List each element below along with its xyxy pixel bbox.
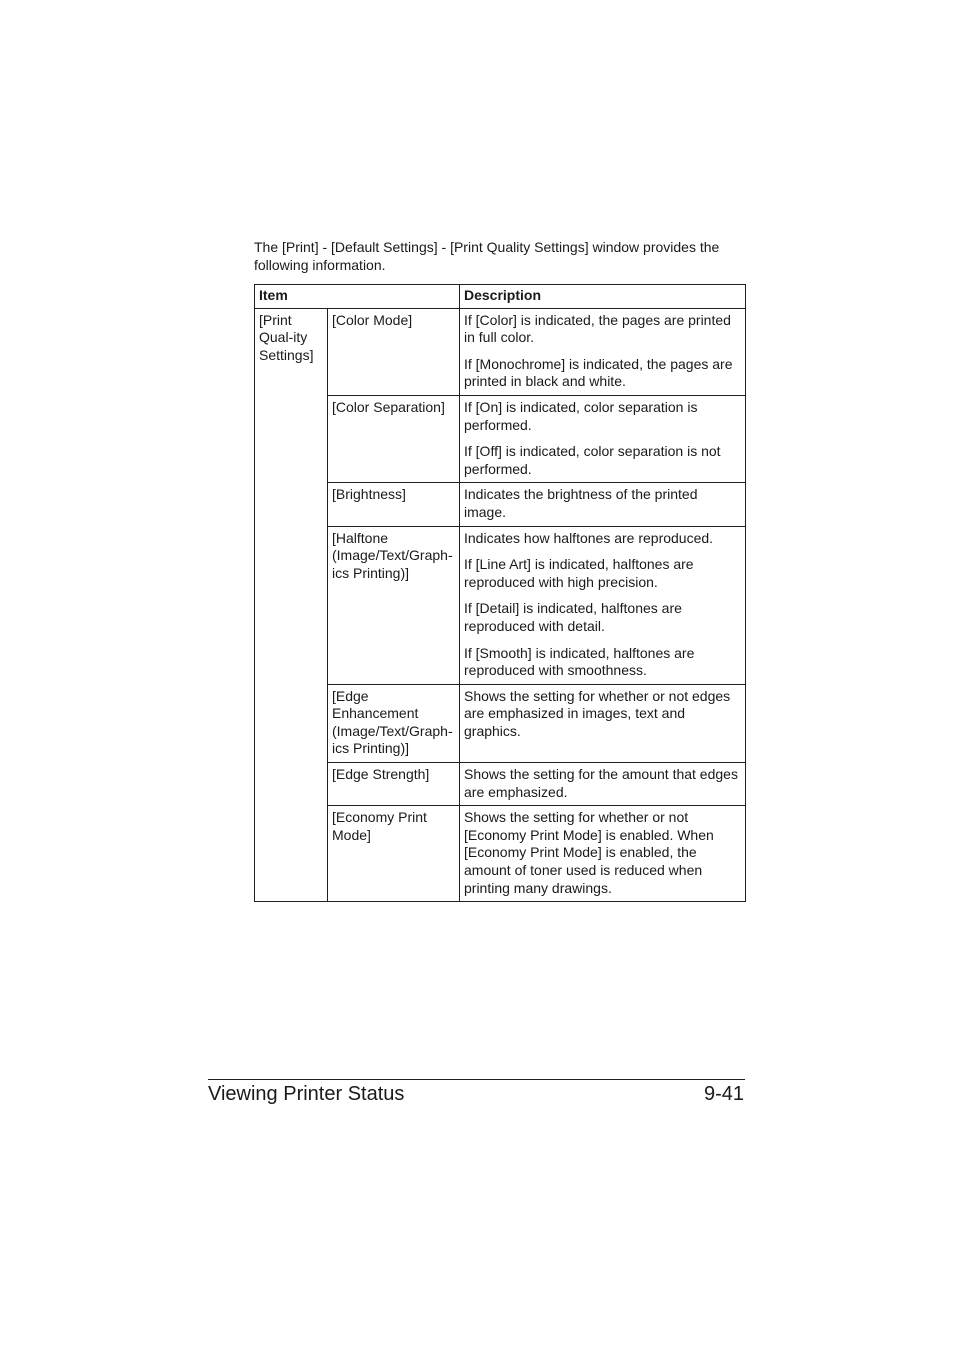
description-text: Indicates how halftones are reproduced. bbox=[464, 529, 714, 546]
table-row bbox=[255, 308, 746, 395]
header-item: Item bbox=[255, 285, 460, 309]
group-label: [Print Qual-ity Settings] bbox=[259, 311, 314, 363]
table-row bbox=[255, 684, 746, 762]
description-text: Shows the setting for the amount that edges are emphasized. bbox=[464, 766, 738, 800]
description-text: If [Detail] is indicated, halftones are reproduced with detail. bbox=[464, 600, 682, 634]
description-text: If [On] is indicated, color separation is performed. bbox=[464, 398, 698, 433]
description-cell bbox=[460, 483, 746, 526]
group-cell bbox=[255, 308, 328, 902]
intro-paragraph: The [Print] - [Default Settings] - [Print Quality Settings] window provides the following information. bbox=[254, 239, 720, 273]
footer-divider bbox=[208, 1079, 745, 1080]
footer-page-number: 9-41 bbox=[703, 1083, 744, 1105]
print-quality-settings-table bbox=[254, 284, 746, 902]
description-text: Shows the setting for whether or not edges are emphasized in images, text and graphics. bbox=[464, 687, 731, 739]
description-text: Shows the setting for whether or not [Economy Print Mode] is enabled. When [Economy Print Mode] is enabled, the amount of toner used is reduced when printing many drawings. bbox=[464, 809, 714, 896]
description-text: If [Color] is indicated, the pages are printed in full color. bbox=[464, 311, 731, 346]
description-text: If [Off] is indicated, color separation is not performed. bbox=[464, 443, 721, 477]
footer-chapter-title: Viewing Printer Status bbox=[208, 1083, 405, 1105]
description-cell bbox=[460, 684, 746, 762]
table-row bbox=[255, 763, 746, 806]
description-cell bbox=[460, 806, 746, 902]
table-row bbox=[255, 395, 746, 482]
description-text: If [Line Art] is indicated, halftones are reproduced with high precision. bbox=[464, 556, 694, 590]
item-cell: [Edge Strength] bbox=[328, 763, 460, 806]
table-row bbox=[255, 806, 746, 902]
description-text: If [Monochrome] is indicated, the pages are printed in black and white. bbox=[464, 355, 733, 390]
table-row bbox=[255, 483, 746, 526]
item-cell: [Color Separation] bbox=[328, 395, 460, 482]
item-cell: [Color Mode] bbox=[328, 308, 460, 395]
description-text: If [Smooth] is indicated, halftones are reproduced with smoothness. bbox=[464, 644, 695, 679]
description-text: Indicates the brightness of the printed image. bbox=[464, 486, 698, 520]
item-cell: [Edge Enhancement (Image/Text/Graph-ics Printing)] bbox=[328, 684, 460, 762]
item-cell: [Halftone (Image/Text/Graph-ics Printing)] bbox=[328, 526, 460, 684]
table-row bbox=[255, 526, 746, 684]
item-cell: [Economy Print Mode] bbox=[328, 806, 460, 902]
header-description: Description bbox=[460, 285, 746, 309]
table-header-row bbox=[255, 285, 746, 309]
description-cell bbox=[460, 526, 746, 684]
description-cell bbox=[460, 763, 746, 806]
description-cell bbox=[460, 395, 746, 482]
description-cell bbox=[460, 308, 746, 395]
item-cell: [Brightness] bbox=[328, 483, 460, 526]
